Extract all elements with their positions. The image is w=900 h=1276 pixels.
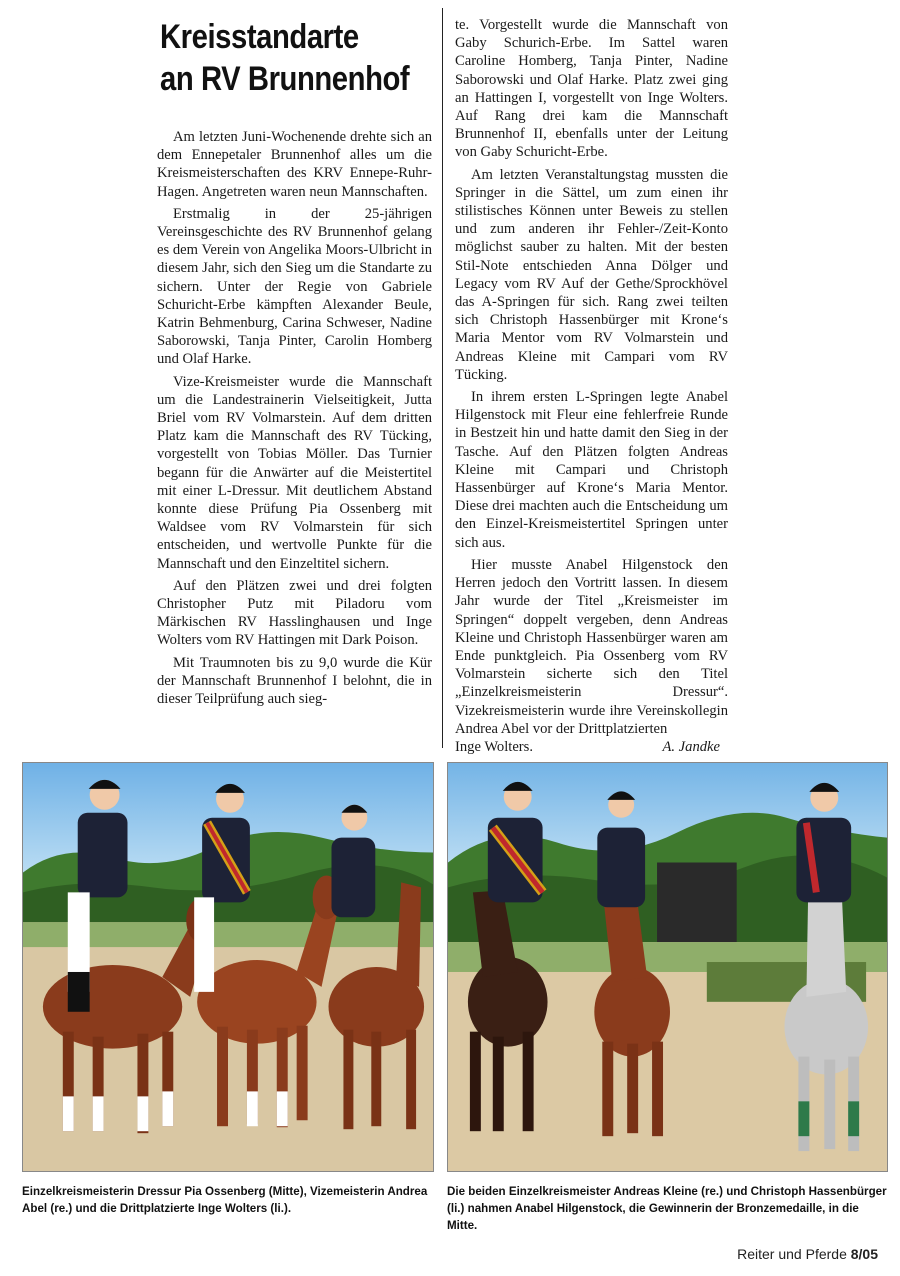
photo-dressage-image: [23, 763, 433, 1171]
last-line: Inge Wolters.: [455, 738, 533, 755]
paragraph-continuation: te. Vorgestellt wurde die Mannschaft von Gaby Schurich-Erbe. Im Sattel waren Caroline Homberg, Tanja Pinter, Nadine Saborowski und Olaf Harke. Platz zwei ging an Hattingen I, vorgestellt von Inge Wolters. Auf Rang drei kam die Mannschaft Brunnenhof II, ebenfalls unter der Leitung von Gaby Schuricht-Erbe.: [455, 17, 728, 161]
page-footer: [737, 1246, 878, 1262]
headline-line-2: an RV Brunnenhof: [160, 60, 410, 98]
photo-jumping-image: [448, 763, 887, 1171]
paragraph: Hier musste Anabel Hilgenstock den Herren jedoch den Vortritt lassen. In diesem Jahr wurde der Titel „Kreismeister im Springen“ doppelt vergeben, denn Andreas Kleine und Christoph Hassenbürger waren am Ende punktgleich. Pia Ossenberg vom RV Volmarstein sicherte sich den Titel „Einzelkreismeisterin Dressur“. Vizekreismeisterin wurde ihre Vereinskollegin Andrea Abel vor der Drittplatzierten: [455, 556, 728, 737]
article-column-right: [455, 16, 728, 760]
author-signature: A. Jandke: [662, 738, 720, 755]
photo-caption-right: Die beiden Einzelkreismeister Andreas Kleine (re.) und Christoph Hassenbürger (li.) nahmen Anabel Hilgenstock, die Gewinnerin der Bronzemedaille, in die Mitte.: [447, 1185, 887, 1232]
signature-line: [455, 738, 728, 756]
photo-jumping-riders: [447, 762, 888, 1172]
column-divider: [442, 8, 443, 748]
article-headline: [160, 16, 410, 100]
paragraph: Vize-Kreismeister wurde die Mannschaft um die Landestrainerin Vielseitigkeit, Jutta Briel vom RV Volmarstein. Auf dem dritten Platz kam die Mannschaft des RV Tücking, vorgestellt von Tobias Möller. Das Turnier begann für die Anwärter auf die Meistertitel mit einer L-Dressur. Mit deutlichem Abstand konnte diese Prüfung Pia Ossenberg mit Waldsee vom RV Volmarstein für sich entscheiden, und wertvolle Punkte für die Mannschaft und den Einzeltitel sichern.: [157, 373, 432, 572]
paragraph: Erstmalig in der 25-jährigen Vereinsgeschichte des RV Brunnenhof gelang es dem Verein von Angelika Moors-Ulbricht in diesem Jahr, sich den Sieg um die Standarte zu sichern. Unter der Regie von Gabriele Schuricht-Erbe kämpften Alexander Beule, Katrin Behmenburg, Carina Schweser, Nadine Saborowski, Tanja Pinter, Carolin Homberg und Olaf Harke.: [157, 205, 432, 368]
paragraph: Am letzten Veranstaltungstag mussten die Springer in die Sättel, um zum einen ihr stilistisches Können unter Beweis zu stellen und zum anderen ihr Fehler-/Zeit-Konto möglichst sauber zu halten. Mit der besten Stil-Note entschieden Anna Dölger und Legacy vom RV Auf der Gethe/Sprockhövel das A-Springen für sich. Rang zwei teilten sich Christoph Hassenbürger mit Krone‘s Maria Mentor vom RV Volmarstein und Andreas Kleine mit Campari vom RV Tücking.: [455, 166, 728, 383]
photo-credit: [6, 1040, 16, 1150]
issue-number: 8/05: [850, 1246, 878, 1262]
magazine-name: Reiter und Pferde: [737, 1246, 851, 1262]
paragraph: Auf den Plätzen zwei und drei folgten Christopher Putz mit Piladoru vom Märkischen RV Hasslinghausen und Inge Wolters vom RV Hattingen mit Dark Poison.: [157, 577, 432, 649]
paragraph: Am letzten Juni-Wochenende drehte sich an dem Ennepetaler Brunnenhof alles um die Kreismeisterschaften des KRV Ennepe-Ruhr-Hagen. Angetreten waren neun Mannschaften.: [157, 129, 432, 200]
article-column-left: [157, 128, 432, 712]
paragraph: In ihrem ersten L-Springen legte Anabel Hilgenstock mit Fleur eine fehlerfreie Runde in Bestzeit hin und hatte damit den Sieg in der Tasche. Auf den Plätzen folgten Andreas Kleine mit Campari und Christoph Hassenbürger auf Krone‘s Maria Mentor. Diese drei machten auch die Entscheidung um den Einzel-Kreismeistertitel Springen unter sich aus.: [455, 389, 728, 551]
headline-line-1: Kreisstandarte: [160, 18, 359, 56]
photo-dressage-riders: [22, 762, 434, 1172]
paragraph: Mit Traumnoten bis zu 9,0 wurde die Kür der Mannschaft Brunnenhof I belohnt, die in dieser Teilprüfung auch sieg-: [157, 654, 432, 708]
photo-caption-left: Einzelkreismeisterin Dressur Pia Ossenberg (Mitte), Vizemeisterin Andrea Abel (re.) und die Drittplatzierte Inge Wolters (li.).: [22, 1185, 428, 1215]
